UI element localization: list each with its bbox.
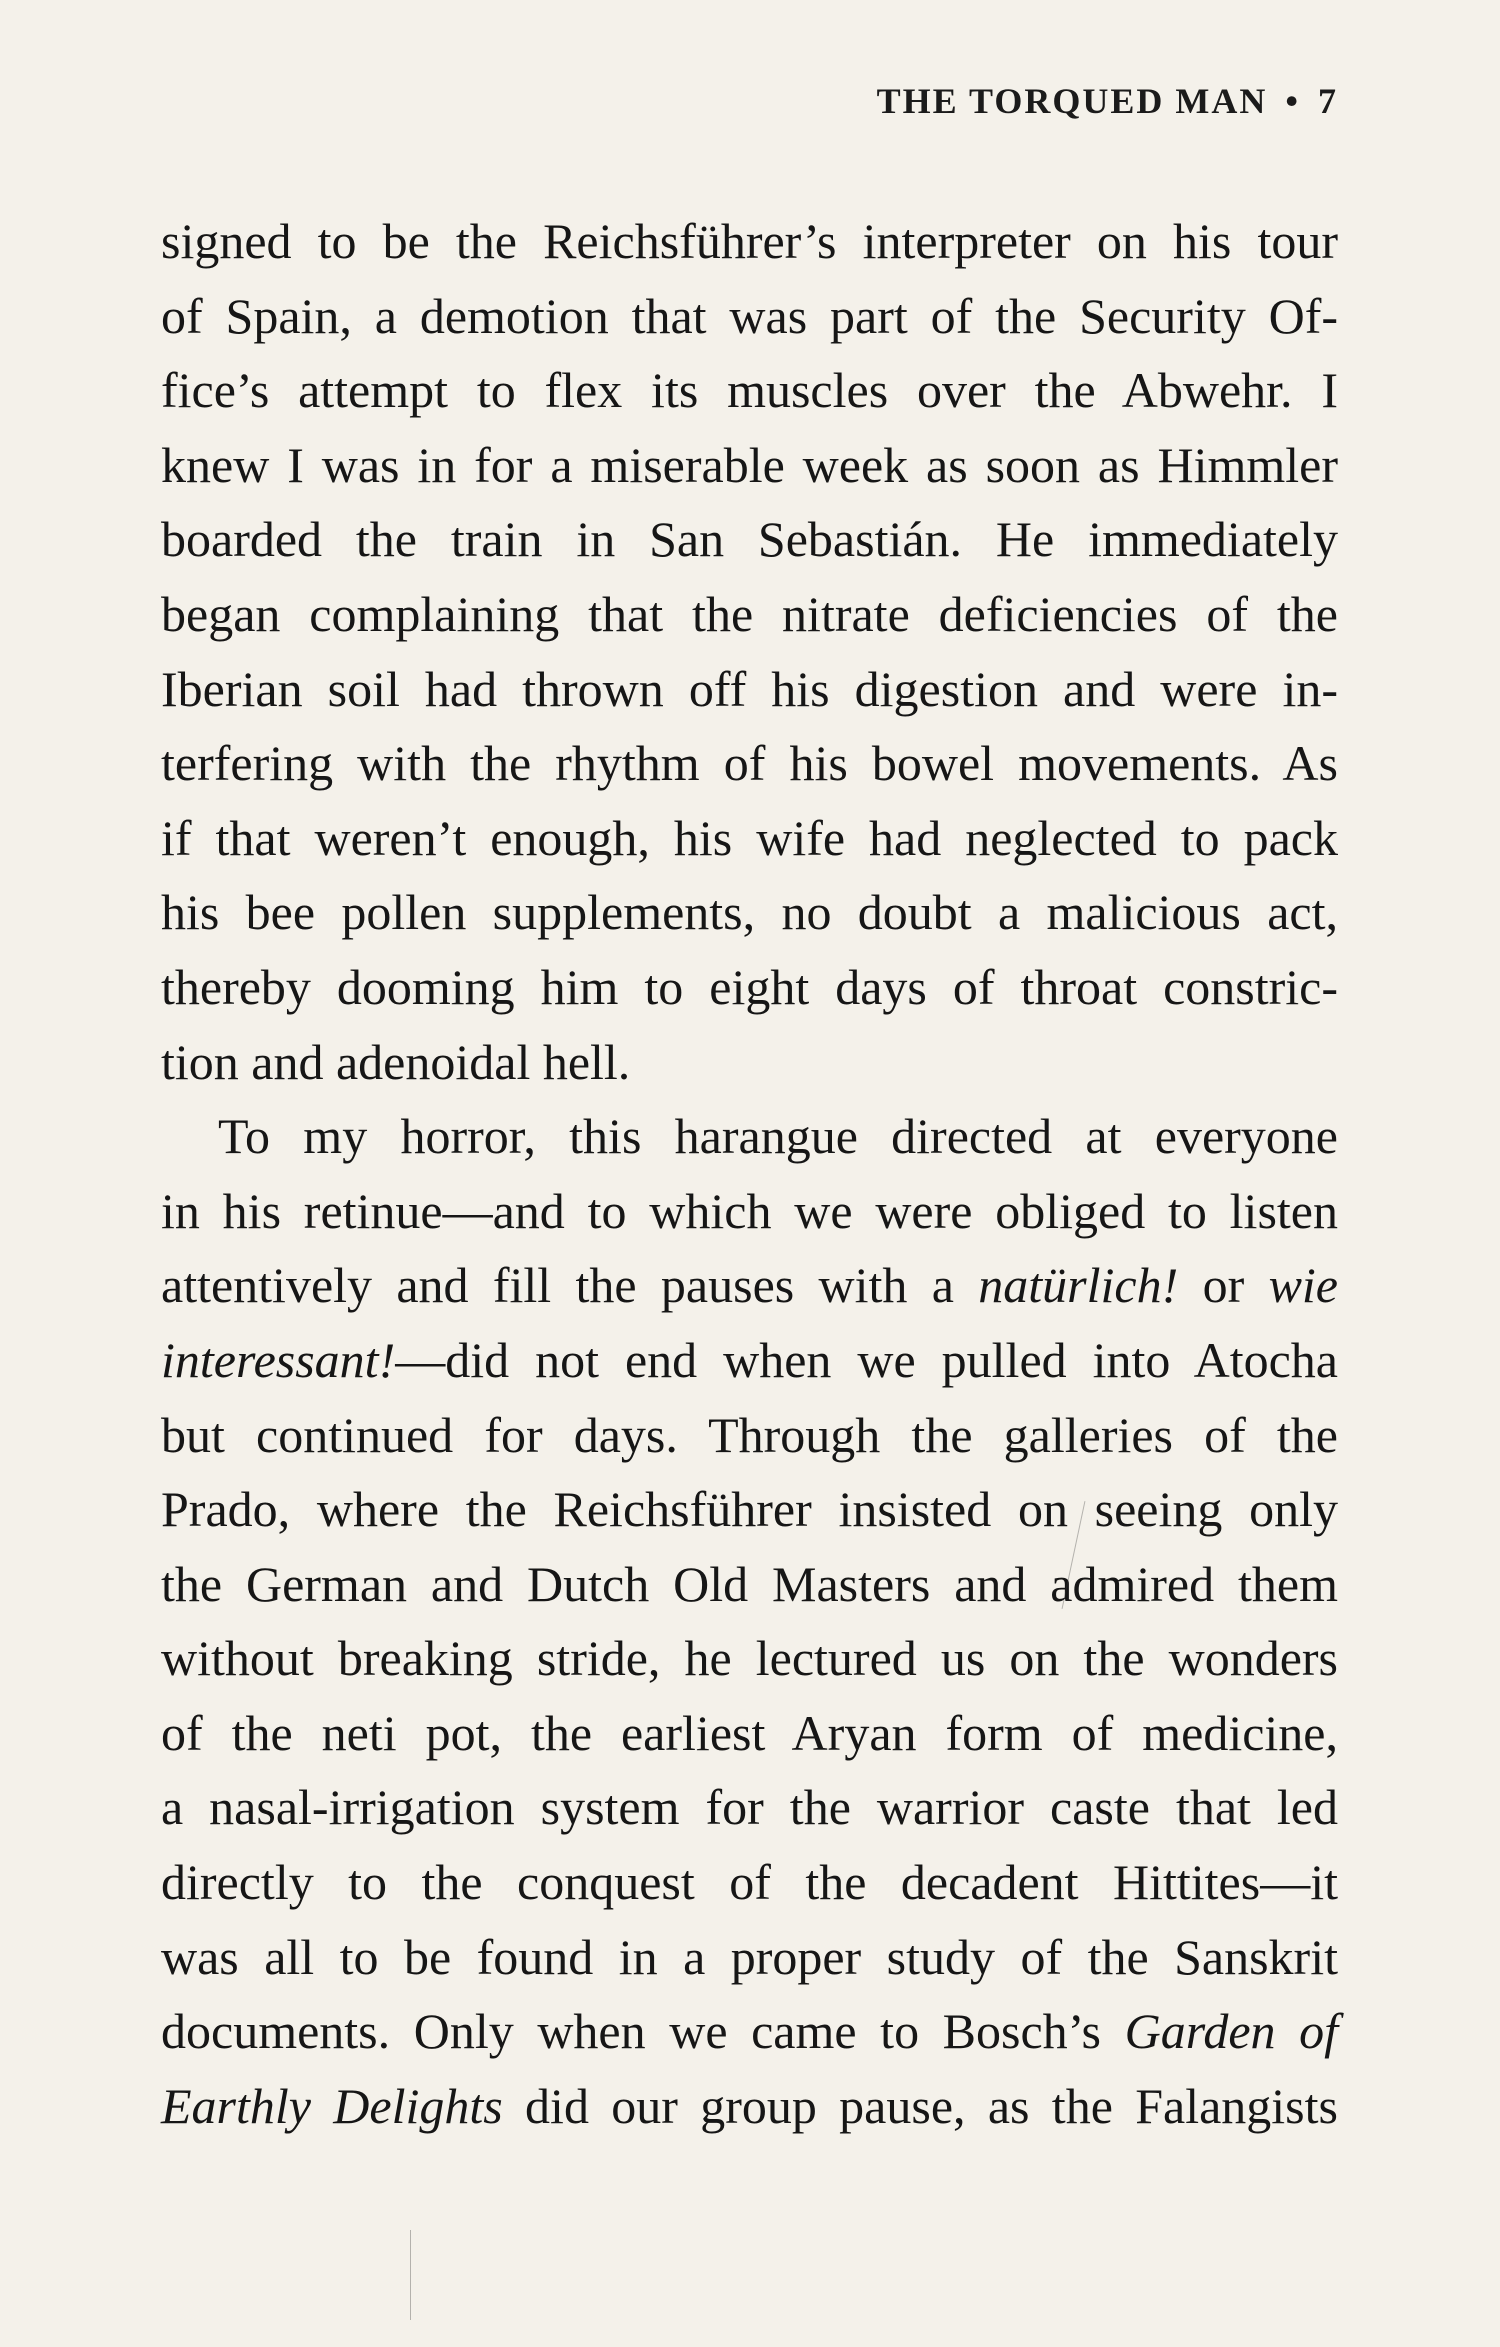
page-number: 7 [1318, 81, 1338, 121]
text-line: but continued for days. Through the galleries of the [161, 1406, 1338, 1463]
body-text [161, 204, 1338, 2143]
text-line: thereby dooming him to eight days of throat constric- [161, 958, 1338, 1015]
text-line-with-italics [161, 1323, 1338, 1398]
text-line: without breaking stride, he lectured us on the wonders [161, 1630, 1338, 1687]
italic-run: Earthly Delights [161, 2077, 503, 2134]
paragraph-start-line: To my horror, this harangue directed at everyone [218, 1108, 1338, 1165]
book-title: THE TORQUED MAN [876, 81, 1268, 121]
text-line: knew I was in for a miserable week as soon as Himmler [161, 436, 1338, 493]
text-line-with-italics [161, 2069, 1338, 2144]
text-line: directly to the conquest of the decadent Hittites—it [161, 1854, 1338, 1911]
text-line: fice’s attempt to flex its muscles over the Abwehr. I [161, 362, 1338, 419]
text-line: of the neti pot, the earliest Aryan form of medicine, [161, 1704, 1338, 1761]
text-line: in his retinue—and to which we were obliged to listen [161, 1182, 1338, 1239]
text-line: a nasal-irrigation system for the warrior caste that led [161, 1779, 1338, 1836]
text-line: was all to be found in a proper study of the Sanskrit [161, 1928, 1338, 1985]
italic-run: Garden of [1124, 2003, 1338, 2060]
text-line: terfering with the rhythm of his bowel movements. As [161, 735, 1338, 792]
paper-crease-mark [410, 2230, 411, 2320]
text-run: did our group pause, as the Falangists [502, 2077, 1338, 2134]
text-line: Prado, where the Reichsführer insisted on seeing only [161, 1481, 1338, 1538]
text-line: Iberian soil had thrown off his digestion and were in- [161, 660, 1338, 717]
paragraph-end-line: tion and adenoidal hell. [161, 1033, 631, 1090]
text-line: if that weren’t enough, his wife had neglected to pack [161, 809, 1338, 866]
text-line: signed to be the Reichsführer’s interpreter on his tour [161, 213, 1338, 269]
text-run: —did not end when we pulled into Atocha [395, 1331, 1338, 1388]
text-run: documents. Only when we came to Bosch’s [161, 2003, 1125, 2060]
italic-run: natürlich! [978, 1257, 1179, 1314]
text-line-with-italics [161, 1994, 1338, 2069]
running-head [161, 80, 1338, 130]
text-line-with-italics [161, 1248, 1338, 1323]
text-line: the German and Dutch Old Masters and admired them [161, 1555, 1338, 1612]
italic-run: interessant! [161, 1331, 396, 1388]
text-run: or [1178, 1257, 1269, 1314]
italic-run: wie [1268, 1257, 1338, 1314]
text-line: his bee pollen supplements, no doubt a malicious act, [161, 884, 1338, 941]
text-line: began complaining that the nitrate deficiencies of the [161, 585, 1338, 642]
text-line: boarded the train in San Sebastián. He immediately [161, 511, 1338, 568]
text-line: of Spain, a demotion that was part of the Security Of- [161, 287, 1338, 344]
text-run: attentively and fill the pauses with a [161, 1257, 979, 1314]
header-separator: • [1285, 81, 1300, 121]
